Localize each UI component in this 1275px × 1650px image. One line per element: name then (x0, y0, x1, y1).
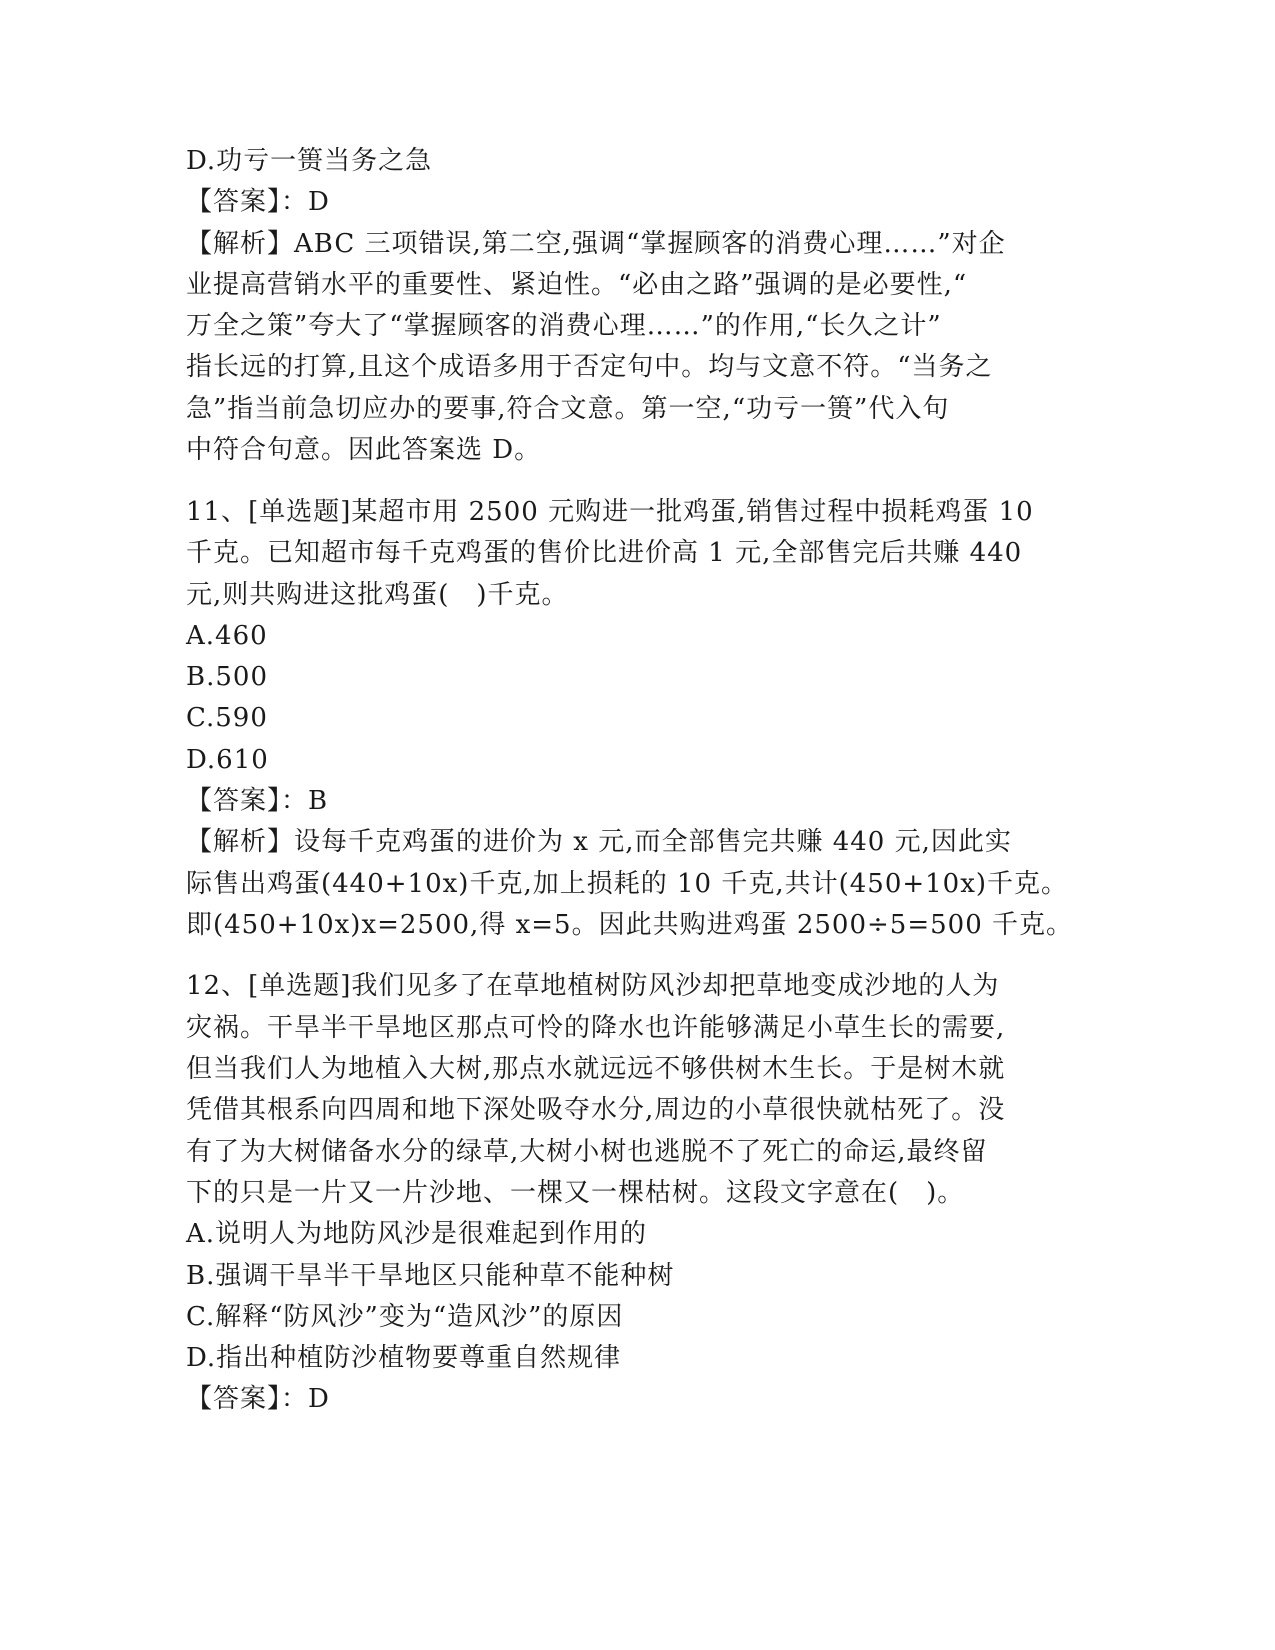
q12-option-b: B.强调干旱半干旱地区只能种草不能种树 (186, 1261, 675, 1291)
q11-option-c: C.590 (186, 703, 268, 733)
q10-analysis-line: 中符合句意。因此答案选 D。 (186, 435, 542, 465)
q11-stem-line: 元,则共购进这批鸡蛋( )千克。 (186, 580, 569, 610)
q10-analysis-line: 指长远的打算,且这个成语多用于否定句中。均与文意不符。“当务之 (186, 352, 993, 382)
q11-stem-line: 千克。已知超市每千克鸡蛋的售价比进价高 1 元,全部售完后共赚 440 (186, 538, 1023, 568)
q10-answer: 【答案】：D (186, 187, 330, 217)
q12-stem-line: 但当我们人为地植入大树,那点水就远远不够供树木生长。于是树木就 (186, 1054, 1006, 1084)
q12-option-d: D.指出种植防沙植物要尊重自然规律 (186, 1343, 622, 1373)
q11-stem-line: 11、[单选题]某超市用 2500 元购进一批鸡蛋,销售过程中损耗鸡蛋 10 (186, 497, 1034, 527)
q12-option-c: C.解释“防风沙”变为“造风沙”的原因 (186, 1302, 624, 1332)
q11-analysis-line: 际售出鸡蛋(440+10x)千克,加上损耗的 10 千克,共计(450+10x)千克。 (186, 869, 1069, 899)
q12-stem-line: 下的只是一片又一片沙地、一棵又一棵枯树。这段文字意在( )。 (186, 1178, 965, 1208)
q11-analysis-line: 【解析】设每千克鸡蛋的进价为 x 元,而全部售完共赚 440 元,因此实 (186, 827, 1012, 857)
q11-analysis-line: 即(450+10x)x=2500,得 x=5。因此共购进鸡蛋 2500÷5=500 千克。 (186, 910, 1074, 940)
q12-stem-line: 有了为大树储备水分的绿草,大树小树也逃脱不了死亡的命运,最终留 (186, 1137, 988, 1167)
q11-option-d: D.610 (186, 745, 269, 775)
q10-analysis-line: 【解析】ABC 三项错误,第二空,强调“掌握顾客的消费心理……”对企 (186, 229, 1006, 259)
q10-option-d: D.功亏一篑当务之急 (186, 146, 433, 176)
q10-analysis-line: 万全之策”夸大了“掌握顾客的消费心理……”的作用,“长久之计” (186, 311, 942, 341)
q12-answer: 【答案】：D (186, 1384, 330, 1414)
q11-option-b: B.500 (186, 662, 268, 692)
q12-stem-line: 灾祸。干旱半干旱地区那点可怜的降水也许能够满足小草生长的需要, (186, 1013, 1006, 1043)
q12-stem-line: 12、[单选题]我们见多了在草地植树防风沙却把草地变成沙地的人为 (186, 971, 1000, 1001)
q12-stem-line: 凭借其根系向四周和地下深处吸夺水分,周边的小草很快就枯死了。没 (186, 1095, 1006, 1125)
q11-answer: 【答案】：B (186, 786, 329, 816)
q11-option-a: A.460 (186, 621, 268, 651)
q10-analysis-line: 急”指当前急切应办的要事,符合文意。第一空,“功亏一篑”代入句 (186, 394, 950, 424)
q12-option-a: A.说明人为地防风沙是很难起到作用的 (186, 1219, 648, 1249)
q10-analysis-line: 业提高营销水平的重要性、紧迫性。“必由之路”强调的是必要性,“ (186, 270, 968, 300)
